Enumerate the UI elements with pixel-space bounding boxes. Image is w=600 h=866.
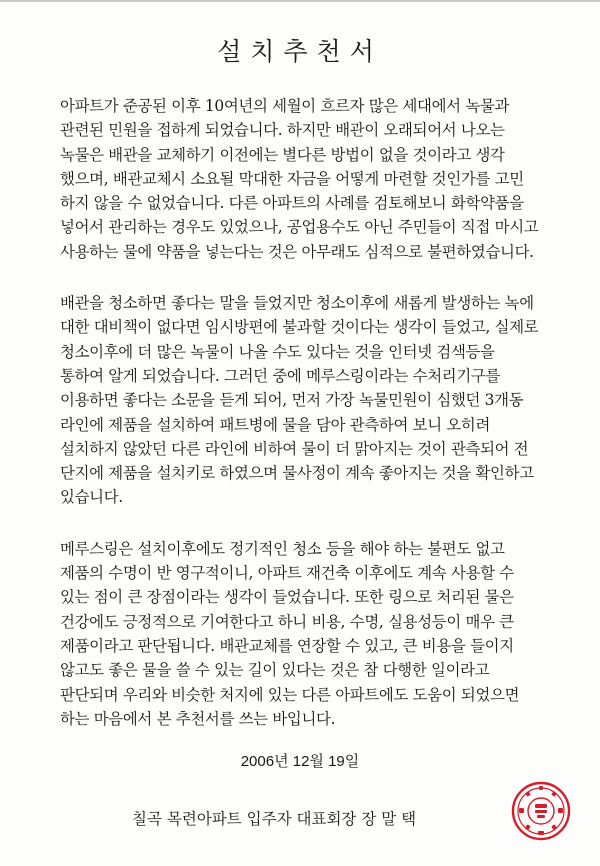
text-line: 건강에도 긍정적으로 기여한다고 하니 비용, 수명, 실용성등이 매우 큰 [60, 612, 514, 631]
text-line: 아파트가 준공된 이후 10여년의 세월이 흐르자 많은 세대에서 녹물과 [60, 97, 510, 115]
paragraph [60, 291, 560, 510]
text-line: 사용하는 물에 약품을 넣는다는 것은 아무래도 심적으로 불편하였습니다. [60, 242, 534, 261]
paragraph [60, 94, 560, 264]
text-line: 있는 점이 큰 장점이라는 생각이 들었습니다. 또한 링으로 처리된 물은 [60, 588, 514, 607]
text-line: 판단되며 우리와 비슷한 처지에 있는 다른 아파트에도 도움이 되었으면 [60, 685, 520, 704]
text-line: 녹물은 배관을 교체하기 이전에는 별다른 방법이 없을 것이라고 생각 [60, 145, 505, 164]
text-line: 하는 마음에서 본 추천서를 쓰는 바입니다. [60, 709, 336, 728]
letter-body [60, 94, 560, 758]
official-seal-stamp [510, 780, 572, 842]
text-line: 넣어서 관리하는 경우도 있었으나, 공업용수도 아닌 주민들이 직접 마시고 [60, 218, 539, 237]
text-line: 통하여 알게 되었습니다. 그러던 중에 메루스링이라는 수처리기구를 [60, 366, 501, 385]
paragraph [60, 537, 560, 731]
text-line: 청소이후에 더 많은 녹물이 나올 수도 있다는 것을 인터넷 검색등을 [60, 342, 495, 361]
text-line: 제품의 수명이 반 영구적이니, 아파트 재건축 이후에도 계속 사용할 수 [60, 564, 514, 583]
text-line: 않고도 좋은 물을 쓸 수 있는 길이 있다는 것은 참 다행한 일이라고 [60, 661, 490, 680]
text-line: 이용하면 좋다는 소문을 듣게 되어, 먼저 가장 녹물민원이 심했던 3개동 [60, 391, 524, 410]
text-line: 단지에 제품을 설치키로 하였으며 물사정이 계속 좋아지는 것을 확인하고 [60, 464, 534, 483]
document-title: 설치추천서 [217, 37, 383, 66]
document-date: 2006년 12월 19일 [240, 753, 360, 770]
text-line: 설치하지 않았던 다른 라인에 비하여 물이 더 맑아지는 것이 관측되어 전 [60, 439, 529, 458]
text-line: 메루스링은 설치이후에도 정기적인 청소 등을 해야 하는 불편도 없고 [60, 539, 505, 558]
text-line: 관련된 민원을 접하게 되었습니다. 하지만 배관이 오래되어서 나오는 [60, 121, 505, 140]
text-line: 제품이라고 판단됩니다. 배관교체를 연장할 수 있고, 큰 비용을 들이지 [60, 636, 514, 655]
text-line: 라인에 제품을 설치하여 패트병에 물을 담아 관측하여 보니 오히려 [60, 415, 491, 434]
text-line: 했으며, 배관교체시 소요될 막대한 자금을 어떻게 마련할 것인가를 고민 [60, 169, 524, 188]
text-line: 배관을 청소하면 좋다는 말을 들었지만 청소이후에 새롭게 발생하는 녹에 [60, 294, 534, 313]
text-line: 있습니다. [60, 488, 123, 507]
signature-line: 칠곡 목련아파트 입주자 대표회장 장 말 택 [132, 810, 417, 828]
text-line: 하지 않을 수 없었습니다. 다른 아파트의 사례를 검토해보니 화학약품을 [60, 194, 524, 213]
text-line: 대한 대비책이 없다면 임시방편에 불과할 것이다는 생각이 들었고, 실제로 [60, 318, 539, 337]
